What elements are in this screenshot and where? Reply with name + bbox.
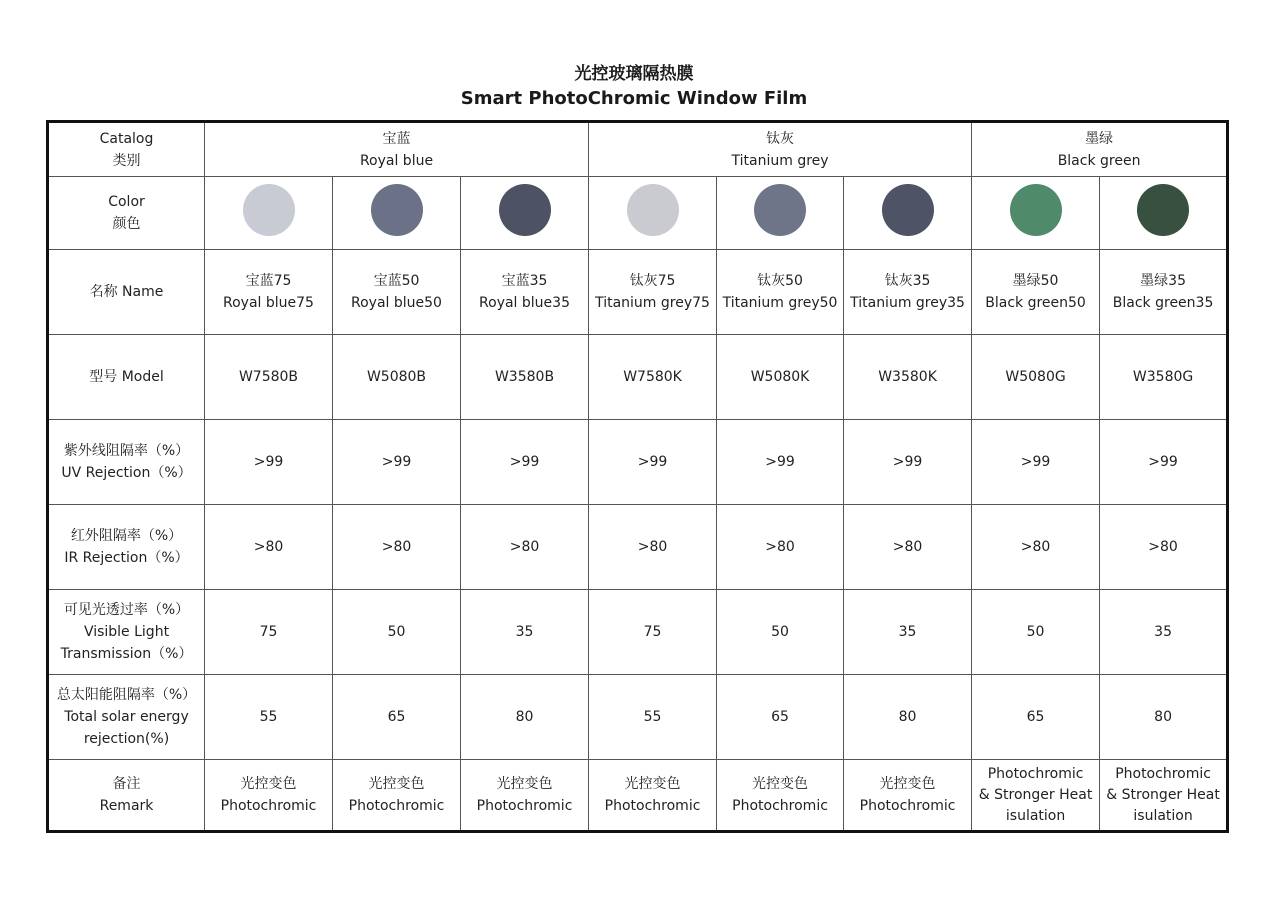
vlt-value: 35 [844,590,972,675]
color-swatch [243,184,295,236]
remark-value: 光控变色 Photochromic [589,760,717,832]
spec-table [46,120,1229,833]
label-catalog: Catalog 类别 [48,122,205,177]
tser-value: 65 [717,675,844,760]
label-uv-rejection: 紫外线阻隔率（%） UV Rejection（%） [48,420,205,505]
vlt-value: 35 [461,590,589,675]
vlt-value: 50 [972,590,1100,675]
row-name [48,250,1228,335]
product-name: 墨绿50 Black green50 [972,250,1100,335]
uv-value: >99 [844,420,972,505]
color-swatch [882,184,934,236]
uv-value: >99 [1100,420,1228,505]
tser-value: 65 [972,675,1100,760]
color-swatch [371,184,423,236]
label-total-solar: 总太阳能阻隔率（%） Total solar energy rejection(%) [48,675,205,760]
product-model: W5080B [333,335,461,420]
remark-value: 光控变色 Photochromic [333,760,461,832]
document-header [0,62,1268,112]
color-cell [972,177,1100,250]
color-swatch [1010,184,1062,236]
category-royal-blue: 宝蓝 Royal blue [205,122,589,177]
label-name: 名称 Name [48,250,205,335]
uv-value: >99 [205,420,333,505]
color-cell [589,177,717,250]
category-titanium-grey: 钛灰 Titanium grey [589,122,972,177]
vlt-value: 50 [333,590,461,675]
product-name: 宝蓝50 Royal blue50 [333,250,461,335]
label-ir-rejection: 红外阻隔率（%） IR Rejection（%） [48,505,205,590]
remark-value: Photochromic & Stronger Heat isulation [972,760,1100,832]
vlt-value: 50 [717,590,844,675]
product-name: 宝蓝75 Royal blue75 [205,250,333,335]
product-model: W5080K [717,335,844,420]
product-model: W3580K [844,335,972,420]
color-swatch [627,184,679,236]
ir-value: >80 [844,505,972,590]
row-color [48,177,1228,250]
uv-value: >99 [333,420,461,505]
color-swatch [754,184,806,236]
product-name: 钛灰35 Titanium grey35 [844,250,972,335]
product-name: 钛灰75 Titanium grey75 [589,250,717,335]
vlt-value: 35 [1100,590,1228,675]
remark-value: 光控变色 Photochromic [461,760,589,832]
color-cell [461,177,589,250]
ir-value: >80 [972,505,1100,590]
remark-value: Photochromic & Stronger Heat isulation [1100,760,1228,832]
uv-value: >99 [972,420,1100,505]
remark-value: 光控变色 Photochromic [844,760,972,832]
row-visible-light [48,590,1228,675]
label-remark: 备注 Remark [48,760,205,832]
label-model: 型号 Model [48,335,205,420]
ir-value: >80 [205,505,333,590]
ir-value: >80 [589,505,717,590]
ir-value: >80 [333,505,461,590]
title-chinese: 光控玻璃隔热膜 [574,64,694,84]
tser-value: 80 [461,675,589,760]
tser-value: 80 [844,675,972,760]
product-model: W7580K [589,335,717,420]
color-swatch [1137,184,1189,236]
ir-value: >80 [717,505,844,590]
color-cell [205,177,333,250]
label-color: Color 颜色 [48,177,205,250]
row-ir-rejection [48,505,1228,590]
color-cell [333,177,461,250]
row-remark [48,760,1228,832]
remark-value: 光控变色 Photochromic [205,760,333,832]
product-model: W3580G [1100,335,1228,420]
product-name: 钛灰50 Titanium grey50 [717,250,844,335]
color-cell [1100,177,1228,250]
category-black-green: 墨绿 Black green [972,122,1228,177]
color-cell [717,177,844,250]
product-model: W5080G [972,335,1100,420]
vlt-value: 75 [589,590,717,675]
row-catalog [48,122,1228,177]
uv-value: >99 [717,420,844,505]
product-name: 宝蓝35 Royal blue35 [461,250,589,335]
row-model [48,335,1228,420]
vlt-value: 75 [205,590,333,675]
tser-value: 65 [333,675,461,760]
title-english: Smart PhotoChromic Window Film [460,88,808,109]
remark-value: 光控变色 Photochromic [717,760,844,832]
label-visible-light: 可见光透过率（%） Visible Light Transmission（%） [48,590,205,675]
tser-value: 55 [589,675,717,760]
product-name: 墨绿35 Black green35 [1100,250,1228,335]
tser-value: 80 [1100,675,1228,760]
uv-value: >99 [461,420,589,505]
tser-value: 55 [205,675,333,760]
color-cell [844,177,972,250]
color-swatch [499,184,551,236]
row-uv-rejection [48,420,1228,505]
product-model: W7580B [205,335,333,420]
row-total-solar [48,675,1228,760]
uv-value: >99 [589,420,717,505]
ir-value: >80 [1100,505,1228,590]
product-model: W3580B [461,335,589,420]
ir-value: >80 [461,505,589,590]
